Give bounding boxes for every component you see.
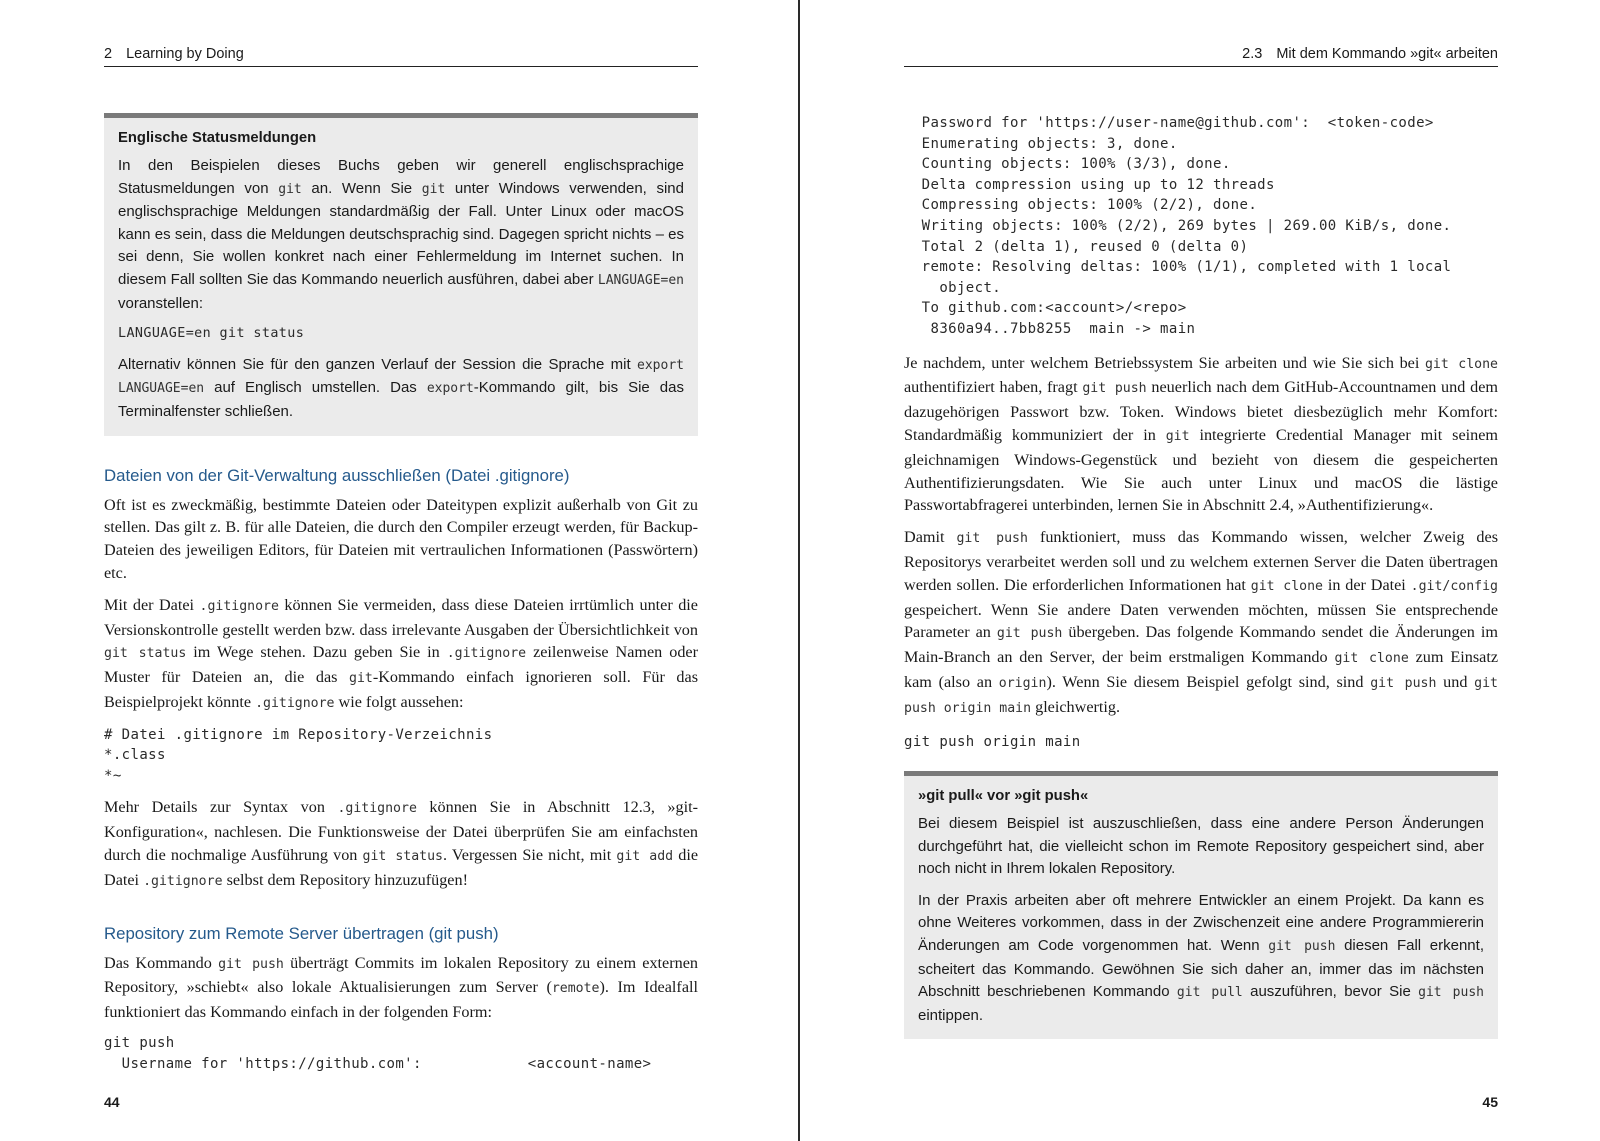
body-paragraph: Je nachdem, unter welchem Betriebssystem Sie arbeiten und wie Sie sich bei git clone authentifiziert haben, fragt git push neuerlich nach dem GitHub-Accountnamen und dem dazugehörigen Passwort bzw. Token. Windows bietet diesbezüglich mehr Komfort: Standardmäßig kommuniziert der in git integrierte Credential Manager mit seinem gleichnamigen Windows-Gegenstück und bezieht von diesem die gespeicherten Authentifizierungsdaten. Wie Sie auch unter Linux und macOS die lästige Passwortabfragerei unterbinden, lernen Sie in Abschnitt 2.4, »Authentifizierung«. — [904, 353, 1498, 515]
info-box-english-status — [104, 113, 698, 436]
info-box-title: »git pull« vor »git push« — [918, 788, 1089, 805]
page-number: 45 — [1482, 1094, 1498, 1110]
page-number: 44 — [104, 1094, 120, 1110]
body-paragraph: Mehr Details zur Syntax von .gitignore können Sie in Abschnitt 12.3, »git-Konfiguration«, nachlesen. Die Funktionsweise der Datei überprüfen Sie am einfachsten durch die nochmalige Ausführung von git status. Vergessen Sie nicht, mit git add die Datei .gitignore selbst dem Repository hinzuzufügen! — [104, 798, 698, 889]
section-heading-git-push: Repository zum Remote Server übertragen (git push) — [104, 923, 499, 943]
left-page-content — [104, 113, 698, 1084]
running-head — [904, 38, 1498, 67]
section-title: Mit dem Kommando »git« arbeiten — [1276, 46, 1498, 62]
section-number: 2.3 — [1242, 46, 1263, 62]
code-listing: git push origin main — [904, 734, 1081, 751]
info-box-paragraph: In den Beispielen dieses Buchs geben wir generell englischsprachige Statusmeldungen von git an. Wenn Sie git unter Windows verwenden, sind englischsprachige Meldungen standardmäßig der Fall. Unter Linux oder macOS kann es sein, dass die Meldungen deutschsprachig sind. Dagegen spricht nichts – es sei denn, Sie wollen konkret nach einer Fehlermeldung im Internet suchen. In diesem Fall sollten Sie das Kommando neuerlich ausführen, dabei aber LANGUAGE=en voranstellen: — [118, 157, 684, 312]
body-paragraph: Das Kommando git push überträgt Commits im lokalen Repository zu einem externen Repository, »schiebt« also lokale Aktualisierungen zum Server (remote). Im Idealfall funktioniert das Kommando einfach in der folgenden Form: — [104, 953, 699, 1022]
page-gutter — [798, 0, 800, 1141]
info-box-paragraph: Alternativ können Sie für den ganzen Verlauf der Session die Sprache mit export LANGUAGE=en auf Englisch umstellen. Das export-Kommando gilt, bis Sie das Terminalfenster schließen. — [118, 355, 684, 420]
right-page-content — [904, 113, 1498, 1039]
chapter-number: 2 — [104, 46, 113, 62]
section-heading-gitignore: Dateien von der Git-Verwaltung ausschließen (Datei .gitignore) — [104, 465, 570, 485]
body-paragraph: Oft ist es zweckmäßig, bestimmte Dateien oder Dateitypen explizit außerhalb von Git zu stellen. Das gilt z. B. für alle Dateien, die durch den Compiler erzeugt werden, für Backup-Dateien des jeweiligen Editors, für Dateien mit vertraulichen Informationen (Passwörtern) etc. — [104, 495, 698, 582]
code-listing: LANGUAGE=en git status — [118, 326, 305, 342]
info-box-title: Englische Statusmeldungen — [118, 130, 317, 146]
right-page — [904, 0, 1498, 1141]
chapter-title: Learning by Doing — [126, 46, 244, 62]
code-listing: Password for 'https://user-name@github.com': <token-code> Enumerating objects: 3, done. Counting objects: 100% (3/3), done. Delta compression using up to 12 threads Compressing objects: 100% (2/2), done. Writing objects: 100% (2/2), 269 bytes | 269.00 KiB/s, done. Total 2 (delta 1), reused 0 (delta 0) remote: Resolving deltas: 100% (1/1), completed with 1 local object. To github.com:<account>/<repo> 8360a94..7bb8255 main -> main — [921, 115, 1452, 337]
info-box-paragraph: Bei diesem Beispiel ist auszuschließen, dass eine andere Person Änderungen durchgeführt hat, die vielleicht schon im Remote Repository gespeichert sind, aber noch nicht in Ihrem lokalen Repository. — [918, 815, 1484, 878]
running-head — [104, 38, 698, 67]
left-page — [104, 0, 698, 1141]
code-listing: git push Username for 'https://github.com': <account-name> — [104, 1035, 652, 1072]
code-listing: # Datei .gitignore im Repository-Verzeichnis *.class *~ — [104, 726, 493, 784]
body-paragraph: Mit der Datei .gitignore können Sie vermeiden, dass diese Dateien irrtümlich unter die Versionskontrolle gestellt werden bzw. dass irrelevante Ausgaben der Übersichtlichkeit von git status im Wege stehen. Dazu geben Sie in .gitignore zeilenweise Namen oder Muster für Dateien an, die das git-Kommando einfach ignorieren soll. Für das Beispielprojekt könnte .gitignore wie folgt aussehen: — [104, 595, 699, 711]
body-paragraph: Damit git push funktioniert, muss das Kommando wissen, welcher Zweig des Repositorys verarbeitet werden soll und zu welchem externen Server die Daten übertragen werden sollen. Die erforderlichen Informationen hat git clone in der Datei .git/config gespeichert. Wenn Sie andere Daten verwenden möchten, müssen Sie entsprechende Parameter an git push übergeben. Das folgende Kommando sendet die Änderungen im Main-Branch an den Server, der beim erstmaligen Kommando git clone zum Einsatz kam (also an origin). Wenn Sie diesem Beispiel gefolgt sind, sind git push und git push origin main gleichwertig. — [904, 528, 1499, 716]
info-box-paragraph: In der Praxis arbeiten aber oft mehrere Entwickler an einem Projekt. Da kann es ohne Weiteres vorkommen, dass in der Zwischenzeit eine andere Programmiererin Änderungen am Code vorgenommen hat. Wenn git push diesen Fall erkennt, scheitert das Kommando. Gewöhnen Sie sich daher an, immer das im nächsten Abschnitt beschriebenen Kommando git pull auszuführen, bevor Sie git push eintippen. — [918, 891, 1484, 1024]
info-box-git-pull — [904, 771, 1498, 1039]
